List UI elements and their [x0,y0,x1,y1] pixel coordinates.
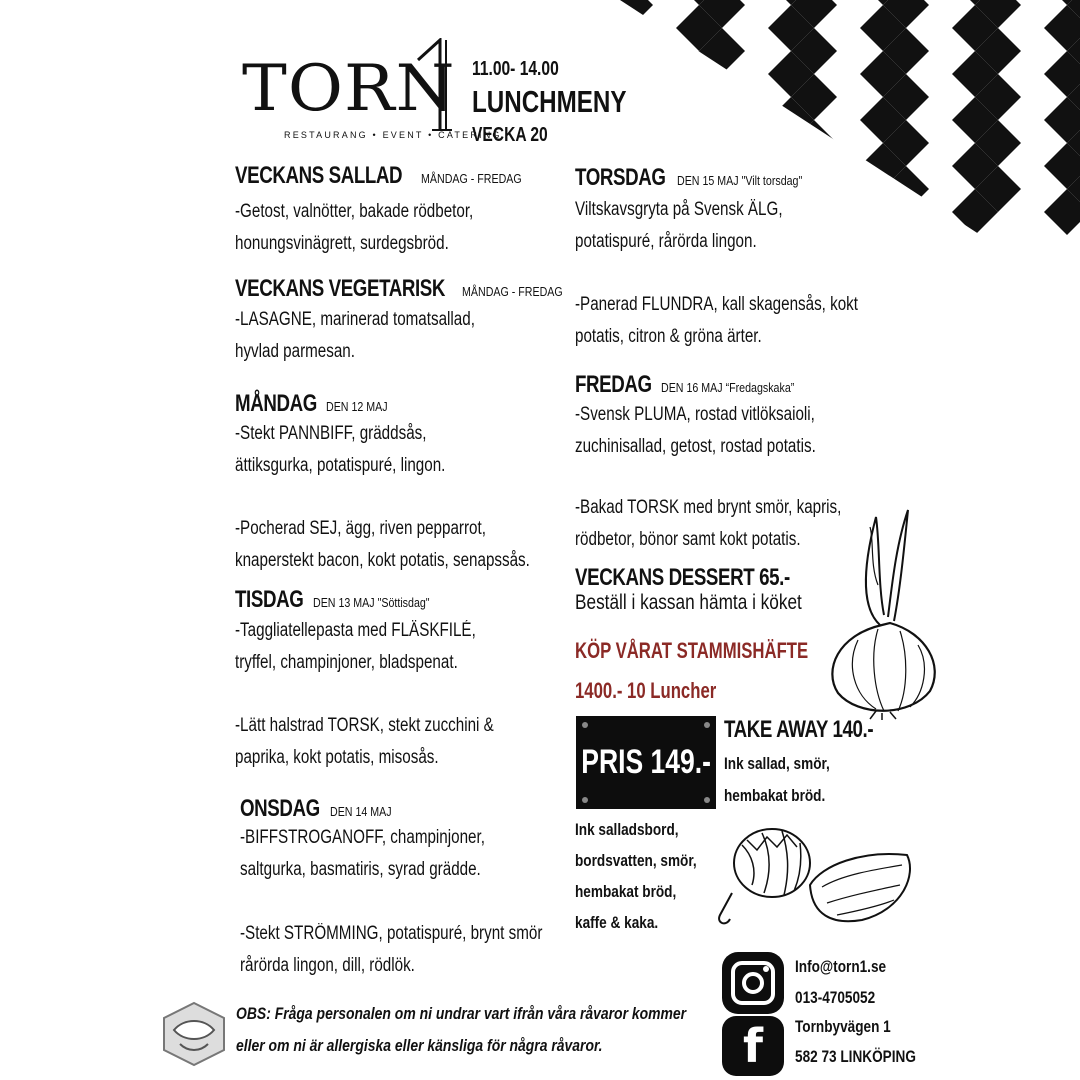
instagram-icon[interactable] [722,952,784,1014]
vegetarisk-line-1: -LASAGNE, marinerad tomatsallad, [235,309,475,330]
logo [242,38,502,146]
onsdag-line-3: -Stekt STRÖMMING, potatispuré, brynt smör [240,923,543,944]
allergy-badge-icon [158,1000,230,1068]
torsdag-line-4: potatis, citron & gröna ärter. [575,326,762,347]
torsdag-line-3: -Panerad FLUNDRA, kall skagensås, kokt [575,294,859,315]
checker-tile [699,74,745,120]
tisdag-line-2: tryffel, champinjoner, bladspenat. [235,652,458,673]
day-title: ONSDAG [240,795,320,822]
contact-email[interactable]: Info@torn1.se [795,957,887,976]
section-title: VECKANS SALLAD [235,162,403,189]
day-date: DEN 12 MAJ [326,399,388,414]
logo-wordmark: TORN [242,52,456,126]
mandag-line-1: -Stekt PANNBIFF, gräddsås, [235,423,427,444]
fredag-line-1: -Svensk PLUMA, rostad vitlöksaioli, [575,404,815,425]
checker-tile [620,120,653,166]
price-includes-1: Ink salladsbord, [575,820,679,839]
mandag-line-3: -Pocherad SEJ, ägg, riven pepparrot, [235,518,486,539]
section-fredag [575,371,824,399]
fredag-line-2: zuchinisallad, getost, rostad potatis. [575,436,816,457]
stammis-title: KÖP VÅRAT STAMMISHÄFTE [575,638,809,663]
checker-tile [620,0,653,28]
artichoke-illustration [712,815,922,935]
checker-tile [620,28,653,74]
mandag-line-2: ättiksgurka, potatispuré, lingon. [235,455,446,476]
footer-obs-line-1: OBS: Fråga personalen om ni undrar vart ifrån våra råvaror kommer [236,1004,687,1023]
section-veckans-sallad [235,162,544,190]
price-includes-2: bordsvatten, smör, [575,851,697,870]
logo-one-mark [410,38,456,134]
checker-tile [676,97,722,143]
tisdag-line-1: -Taggliatellepasta med FLÄSKFILÉ, [235,620,476,641]
day-title: TORSDAG [575,164,666,191]
day-date: DEN 13 MAJ "Söttisdag" [312,595,430,610]
section-tisdag [235,586,455,614]
day-title: FREDAG [575,371,652,398]
fredag-line-3: -Bakad TORSK med brynt smör, kapris, [575,497,842,518]
mandag-line-4: knaperstekt bacon, kokt potatis, senapssås. [235,550,530,571]
tisdag-line-3: -Lätt halstrad TORSK, stekt zucchini & [235,715,494,736]
stammis-price: 1400.- 10 Luncher [575,678,717,703]
checker-tile [620,5,630,51]
header-title: LUNCHMENY [472,84,627,119]
header-hours: 11.00- 14.00 [472,58,559,80]
checker-tile [860,189,906,235]
vegetarisk-line-2: hyvlad parmesan. [235,341,355,362]
day-date: DEN 15 MAJ "Vilt torsdag" [677,173,803,188]
price-box [576,716,716,809]
tisdag-line-4: paprika, kokt potatis, misosås. [235,747,439,768]
checker-tile [699,120,745,166]
fredag-line-4: rödbetor, bönor samt kokt potatis. [575,529,801,550]
takeaway-line-2: hembakat bröd. [724,786,826,805]
day-date: DEN 14 MAJ [330,804,392,819]
logo-tagline: RESTAURANG • EVENT • CATERING [284,130,502,140]
sallad-line-1: -Getost, valnötter, bakade rödbetor, [235,201,474,222]
onsdag-line-1: -BIFFSTROGANOFF, champinjoner, [240,827,485,848]
day-date: DEN 16 MAJ “Fredagskaka” [661,380,795,395]
section-days: MÅNDAG - FREDAG [421,171,523,186]
onsdag-line-4: rårörda lingon, dill, rödlök. [240,955,415,976]
checker-tile [791,120,837,166]
torsdag-line-2: potatispuré, rårörda lingon. [575,231,757,252]
contact-street: Tornbyvägen 1 [795,1017,891,1036]
price-label: PRIS 149.- [581,743,711,781]
price-includes-3: hembakat bröd, [575,882,677,901]
sallad-line-2: honungsvinägrett, surdegsbröd. [235,233,449,254]
day-title: MÅNDAG [235,390,317,417]
onion-illustration [818,505,948,720]
section-days: MÅNDAG - FREDAG [462,284,563,299]
section-veckans-vegetarisk [235,275,585,303]
onsdag-line-2: saltgurka, basmatiris, syrad grädde. [240,859,481,880]
footer-obs-line-2: eller om ni är allergiska eller känsliga för några råvaror. [236,1036,603,1055]
contact-city: 582 73 LINKÖPING [795,1047,916,1066]
header-week: VECKA 20 [472,124,548,146]
takeaway-line-1: Ink sallad, smör, [724,754,830,773]
facebook-icon[interactable]: f [722,1016,784,1076]
torsdag-line-1: Viltskavsgryta på Svensk ÄLG, [575,199,783,220]
dessert-text: Beställ i kassan hämta i köket [575,591,802,614]
section-title: VECKANS VEGETARISK [235,275,446,302]
day-title: TISDAG [235,586,304,613]
price-includes-4: kaffe & kaka. [575,913,659,932]
section-mandag [235,390,401,418]
contact-phone[interactable]: 013-4705052 [795,988,876,1007]
section-onsdag [240,795,405,823]
dessert-title: VECKANS DESSERT 65.- [575,564,790,591]
takeaway-title: TAKE AWAY 140.- [724,716,874,743]
section-torsdag [575,164,830,192]
